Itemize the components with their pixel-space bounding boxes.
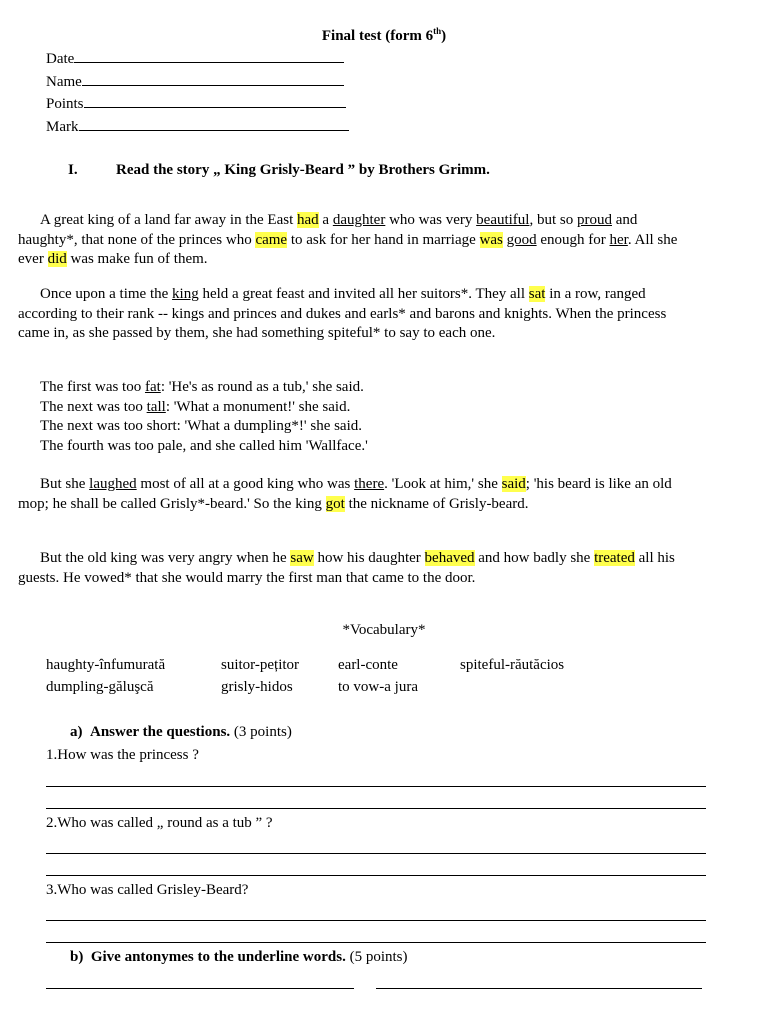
antonym-line[interactable] [376, 988, 702, 989]
question-2: 2.Who was called „ round as a tub ” ? [46, 815, 273, 831]
underlined-word: good [506, 231, 537, 248]
highlighted-word: came [255, 231, 288, 248]
vocab-item: to vow-a jura [338, 679, 418, 695]
task-a-header [70, 724, 292, 741]
vocab-item: haughty-înfumurată [46, 657, 166, 673]
points-field[interactable] [46, 95, 346, 113]
vocab-item: dumpling-găluşcă [46, 679, 154, 695]
title-close: ) [441, 28, 447, 44]
underlined-word: fat [144, 379, 161, 395]
mark-line[interactable] [79, 118, 349, 131]
text-run: who was very [385, 212, 477, 228]
answer-line[interactable] [46, 808, 706, 809]
text-run: The next was too short: 'What a dumpling*!' she said. [40, 418, 363, 434]
vocab-item: spiteful-răutăcios [460, 657, 565, 673]
text-run: all his guests. He vowed* that she would marry the first man that came to the door. [18, 550, 675, 586]
story-paragraph-1 [18, 211, 686, 270]
text-run: But the old king was very angry when he [40, 550, 291, 566]
mark-label: Mark [46, 119, 79, 135]
text-run: and how badly she [474, 550, 595, 566]
underlined-word: daughter [332, 212, 386, 228]
underlined-word: there [354, 476, 385, 492]
text-run: and haughty*, that none of the princes who [18, 212, 638, 248]
answer-line[interactable] [46, 853, 706, 854]
text-run: Once upon a time the [40, 286, 173, 302]
section-number: I. [68, 162, 78, 178]
highlighted-word: got [325, 495, 345, 512]
task-b-header [70, 949, 408, 966]
highlighted-word: behaved [424, 550, 475, 566]
text-run: : 'He's as round as a tub,' she said. [160, 379, 364, 395]
story-line [18, 378, 686, 398]
task-b-points: (5 points) [345, 949, 408, 965]
story-paragraph-3 [18, 378, 686, 456]
story-paragraph-2 [18, 285, 686, 344]
underlined-word: proud [577, 212, 612, 228]
text-run: was make fun of them. [66, 251, 208, 267]
underlined-word: tall [146, 398, 166, 415]
vocabulary-title: *Vocabulary* [342, 622, 426, 638]
answer-line[interactable] [46, 942, 706, 943]
highlighted-word: sat [528, 286, 546, 302]
task-b-heading: Give antonymes to the underline words. [90, 949, 346, 965]
name-line[interactable] [82, 73, 344, 86]
task-b-label: b) [70, 949, 84, 965]
points-line[interactable] [84, 95, 346, 108]
text-run: A great king of a land far away in the East [40, 212, 297, 228]
task-a-points: (3 points) [230, 724, 292, 740]
text-run: . All she ever [18, 231, 678, 267]
name-field[interactable] [46, 73, 344, 91]
story-paragraph-4 [18, 475, 686, 514]
title-superscript: th [433, 26, 442, 36]
text-run: : 'What a monument!' she said. [165, 398, 351, 415]
text-run: The fourth was too pale, and she called him 'Wallface.' [40, 437, 368, 454]
text-run: ; 'his beard is like an old mop; he shall be called Grisly*-beard.' So the king [18, 476, 672, 512]
answer-line[interactable] [46, 875, 706, 876]
vocab-item: suitor-pețitor [221, 657, 300, 673]
text-run: in a row, ranged according to their rank -- kings and princes and dukes and earls* and barons and knights. When the princess came in, as she passed by them, she had something spiteful* to say to each one. [18, 286, 667, 341]
section-heading: Read the story „ King Grisly-Beard ” by Brothers Grimm. [116, 162, 490, 178]
text-run: The next was too [40, 398, 147, 415]
text-run: a [318, 212, 333, 228]
vocab-item: earl-conte [338, 657, 398, 673]
highlighted-word: saw [290, 550, 314, 566]
task-a-label: a) [70, 724, 83, 740]
underlined-word: her [609, 231, 628, 248]
underlined-word: laughed [89, 476, 137, 492]
date-line[interactable] [74, 50, 344, 63]
text-run: how his daughter [313, 550, 425, 566]
highlighted-word: did [47, 251, 67, 267]
page-title [0, 26, 768, 45]
underlined-word: beautiful [476, 212, 530, 228]
name-label: Name [46, 74, 82, 90]
story-paragraph-5 [18, 549, 686, 588]
highlighted-word: had [297, 212, 319, 228]
highlighted-word: treated [594, 550, 635, 566]
text-run: enough for [536, 231, 610, 248]
text-run: But she [40, 476, 90, 492]
text-run: held a great feast and invited all her suitors*. They all [198, 286, 529, 302]
text-run: , but so [529, 212, 577, 228]
text-run: the nickname of Grisly-beard. [344, 495, 529, 512]
mark-field[interactable] [46, 118, 349, 136]
vocab-item: grisly-hidos [221, 679, 293, 695]
text-run: to ask for her hand in marriage [287, 231, 480, 248]
title-text: Final test (form 6 [321, 28, 434, 44]
story-line [18, 417, 686, 437]
answer-line[interactable] [46, 920, 706, 921]
date-label: Date [46, 51, 75, 67]
text-run: . 'Look at him,' she [384, 476, 502, 492]
date-field[interactable] [46, 50, 344, 68]
text-run: The first was too [40, 379, 145, 395]
story-line [18, 398, 686, 418]
highlighted-word: said [501, 476, 526, 492]
text-run: most of all at a good king who was [136, 476, 355, 492]
question-1: 1.How was the princess ? [46, 747, 199, 763]
points-label: Points [46, 96, 84, 112]
underlined-word: king [172, 286, 199, 302]
highlighted-word: was [479, 231, 503, 248]
task-a-heading: Answer the questions. [90, 724, 231, 740]
story-line [18, 437, 686, 457]
answer-line[interactable] [46, 786, 706, 787]
question-3: 3.Who was called Grisley-Beard? [46, 882, 249, 898]
antonym-line[interactable] [46, 988, 354, 989]
